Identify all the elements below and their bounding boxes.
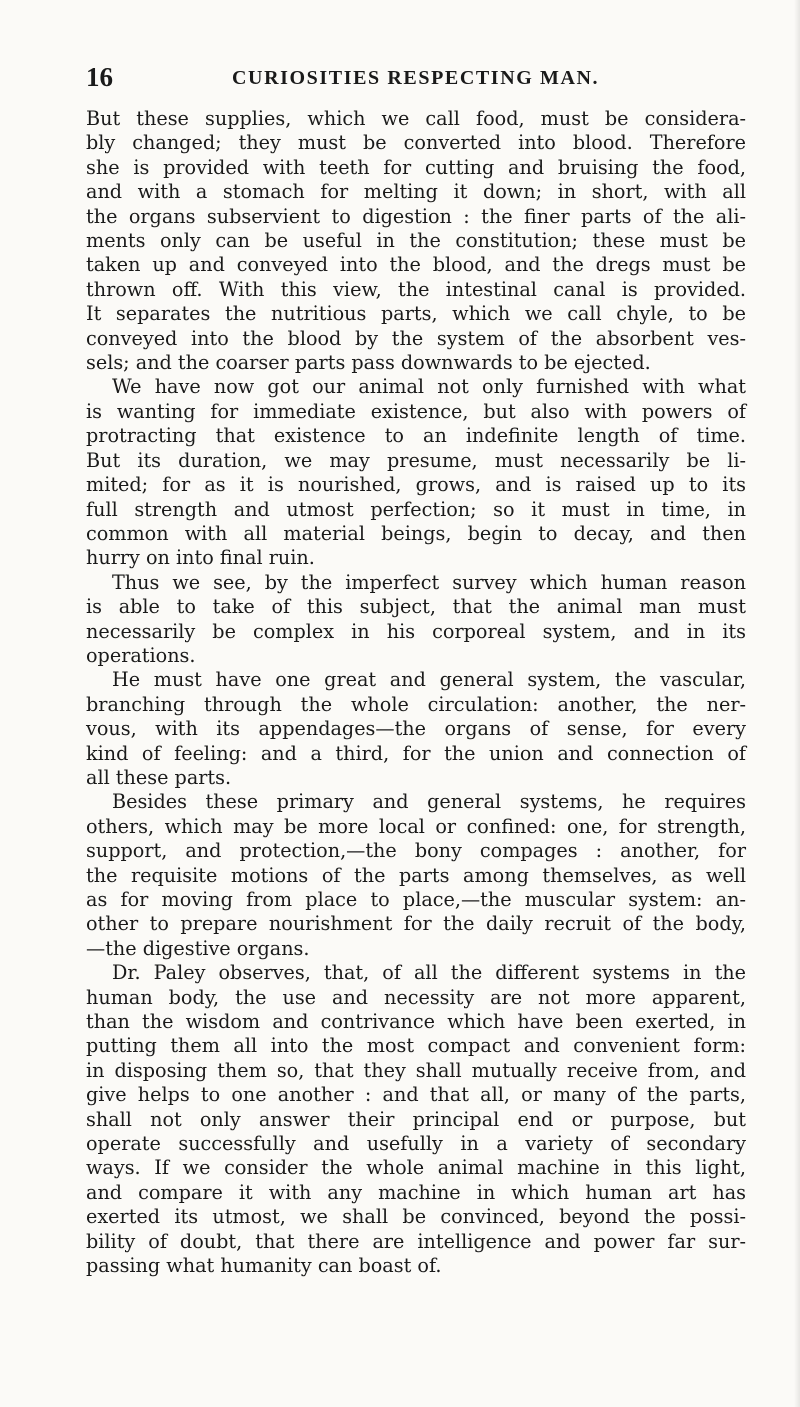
text-line: thrown off. With this view, the intestinal canal is provided. <box>86 277 746 301</box>
page-number: 16 <box>86 62 113 92</box>
text-line: than the wisdom and contrivance which have been exerted, in <box>86 1010 746 1034</box>
text-line: taken up and conveyed into the blood, and the dregs must be <box>86 253 746 277</box>
text-line: and with a stomach for melting it down; in short, with all <box>86 180 746 204</box>
text-line: common with all material beings, begin to decay, and then <box>86 521 746 545</box>
text-line: in disposing them so, that they shall mutually receive from, and <box>86 1058 746 1082</box>
text-line: ments only can be useful in the constitution; these must be <box>86 229 746 253</box>
text-line: sels; and the coarser parts pass downwards to be ejected. <box>86 351 651 375</box>
text-line: others, which may be more local or confined: one, for strength, <box>86 814 746 838</box>
text-line: operations. <box>86 643 196 667</box>
text-line: necessarily be complex in his corporeal system, and in its <box>86 619 746 643</box>
text-line: full strength and utmost perfection; so it must in time, in <box>86 497 746 521</box>
text-line: Besides these primary and general systems, he requires <box>112 790 746 814</box>
text-line: shall not only answer their principal end or purpose, but <box>86 1107 746 1131</box>
text-line: But its duration, we may presume, must necessarily be li- <box>86 448 746 472</box>
text-line: Thus we see, by the imperfect survey which human reason <box>112 570 746 594</box>
body-text <box>86 107 746 1279</box>
text-line: passing what humanity can boast of. <box>86 1254 442 1278</box>
text-line: —the digestive organs. <box>86 936 310 960</box>
text-line: It separates the nutritious parts, which we call chyle, to be <box>86 302 746 326</box>
text-line: is able to take of this subject, that the animal man must <box>86 595 746 619</box>
text-line: as for moving from place to place,—the muscular system: an- <box>86 888 746 911</box>
running-head <box>86 62 746 94</box>
text-line: hurry on into final ruin. <box>86 546 315 570</box>
text-line: We have now got our animal not only furnished with what <box>112 375 746 399</box>
text-line: putting them all into the most compact and convenient form: <box>86 1034 746 1058</box>
text-line: is wanting for immediate existence, but also with powers of <box>86 399 746 423</box>
text-line: branching through the whole circulation: another, the ner- <box>86 692 746 716</box>
text-line: protracting that existence to an indefinite length of time. <box>86 424 746 448</box>
text-line: ways. If we consider the whole animal machine in this light, <box>86 1156 746 1180</box>
text-line: But these supplies, which we call food, must be considera- <box>86 107 746 130</box>
text-line: bility of doubt, that there are intelligence and power far sur- <box>86 1229 746 1253</box>
text-line: support, and protection,—the bony compages : another, for <box>86 839 746 863</box>
text-line: mited; for as it is nourished, grows, and is raised up to its <box>86 473 746 497</box>
text-line: the organs subservient to digestion : the finer parts of the ali- <box>86 204 746 228</box>
text-line: kind of feeling: and a third, for the union and connection of <box>86 741 746 765</box>
text-line: other to prepare nourishment for the daily recruit of the body, <box>86 912 746 936</box>
text-line: the requisite motions of the parts among themselves, as well <box>86 863 746 887</box>
text-line: and compare it with any machine in which human art has <box>86 1180 746 1204</box>
page-edge-shadow <box>794 0 800 1407</box>
text-line: He must have one great and general system, the vascular, <box>112 668 746 692</box>
text-line: bly changed; they must be converted into blood. Therefore <box>86 131 746 155</box>
text-line: vous, with its appendages—the organs of sense, for every <box>86 717 746 741</box>
text-line: operate successfully and usefully in a variety of secondary <box>86 1132 746 1156</box>
text-line: human body, the use and necessity are not more apparent, <box>86 985 746 1009</box>
running-title: CURIOSITIES RESPECTING MAN. <box>232 67 600 89</box>
text-line: conveyed into the blood by the system of the absorbent ves- <box>86 326 746 350</box>
text-line: exerted its utmost, we shall be convinced, beyond the possi- <box>86 1205 746 1229</box>
text-line: give helps to one another : and that all, or many of the parts, <box>86 1083 746 1107</box>
text-line: she is provided with teeth for cutting and bruising the food, <box>86 155 746 179</box>
text-line: all these parts. <box>86 765 232 789</box>
text-line: Dr. Paley observes, that, of all the different systems in the <box>112 961 746 985</box>
